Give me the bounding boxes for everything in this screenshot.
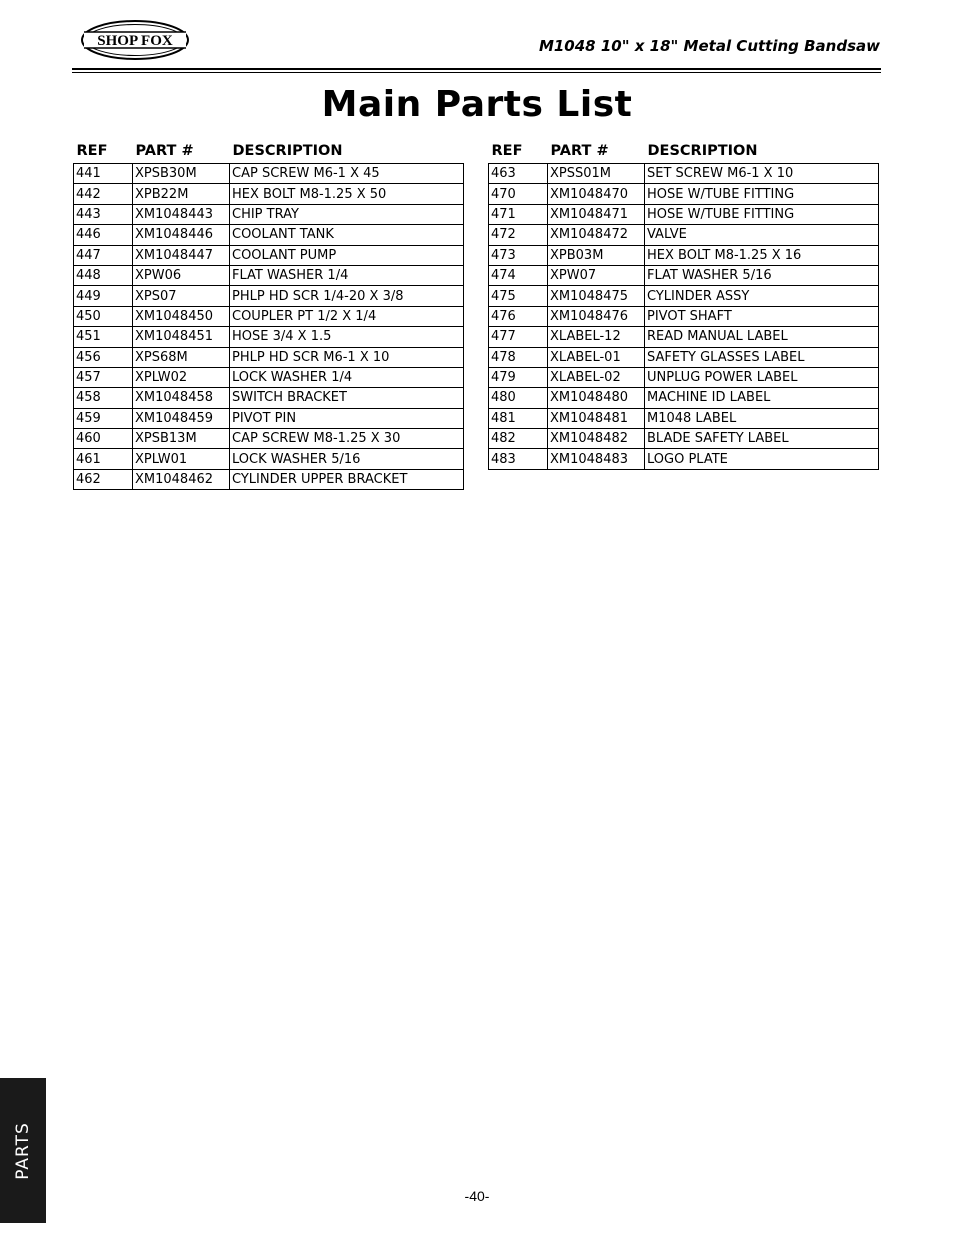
ref-cell: 456	[74, 347, 133, 367]
description-cell: PHLP HD SCR 1/4-20 X 3/8	[230, 286, 464, 306]
ref-cell: 475	[489, 286, 548, 306]
ref-cell: 481	[489, 408, 548, 428]
description-cell: PIVOT SHAFT	[645, 306, 879, 326]
table-row	[74, 245, 464, 265]
table-row	[489, 204, 879, 224]
table-row	[74, 408, 464, 428]
description-cell: UNPLUG POWER LABEL	[645, 367, 879, 387]
table-row	[489, 388, 879, 408]
ref-cell: 480	[489, 388, 548, 408]
description-cell: CYLINDER ASSY	[645, 286, 879, 306]
table-row	[74, 367, 464, 387]
page-title: Main Parts List	[321, 84, 633, 125]
ref-cell: 441	[74, 164, 133, 184]
ref-cell: 446	[74, 225, 133, 245]
ref-cell: 476	[489, 306, 548, 326]
part-number-cell: XPB22M	[133, 184, 230, 204]
table-row	[489, 327, 879, 347]
ref-cell: 458	[74, 388, 133, 408]
ref-cell: 479	[489, 367, 548, 387]
ref-cell: 472	[489, 225, 548, 245]
part-number-cell: XM1048470	[548, 184, 645, 204]
ref-cell: 448	[74, 265, 133, 285]
table-row	[489, 306, 879, 326]
part-number-cell: XM1048475	[548, 286, 645, 306]
table-row	[489, 429, 879, 449]
part-number-cell: XPS68M	[133, 347, 230, 367]
table-row	[74, 184, 464, 204]
description-cell: COOLANT PUMP	[230, 245, 464, 265]
ref-cell: 474	[489, 265, 548, 285]
ref-cell: 459	[74, 408, 133, 428]
part-number-cell: XPW06	[133, 265, 230, 285]
part-number-cell: XM1048462	[133, 469, 230, 489]
description-cell: FLAT WASHER 5/16	[645, 265, 879, 285]
table-row	[74, 225, 464, 245]
part-number-cell: XM1048483	[548, 449, 645, 469]
ref-cell: 443	[74, 204, 133, 224]
part-number-cell: XM1048482	[548, 429, 645, 449]
table-row	[74, 347, 464, 367]
part-number-cell: XPSB13M	[133, 429, 230, 449]
ref-cell: 460	[74, 429, 133, 449]
table-row	[489, 225, 879, 245]
description-cell: LOGO PLATE	[645, 449, 879, 469]
part-column-header: PART #	[550, 143, 609, 159]
ref-cell: 442	[74, 184, 133, 204]
table-row	[74, 449, 464, 469]
ref-column-header: REF	[76, 143, 108, 159]
part-number-cell: XM1048450	[133, 306, 230, 326]
document-title: M1048 10" x 18" Metal Cutting Bandsaw	[538, 37, 880, 55]
logo-text: SHOP FOX	[97, 33, 173, 49]
description-cell: CAP SCREW M6-1 X 45	[230, 164, 464, 184]
description-cell: CHIP TRAY	[230, 204, 464, 224]
ref-cell: 449	[74, 286, 133, 306]
table-row	[74, 388, 464, 408]
description-cell: VALVE	[645, 225, 879, 245]
header-rule	[72, 68, 881, 70]
page-number: -40-	[464, 1188, 490, 1204]
table-row	[74, 265, 464, 285]
table-row	[489, 245, 879, 265]
ref-cell: 451	[74, 327, 133, 347]
table-row	[74, 327, 464, 347]
part-number-cell: XM1048471	[548, 204, 645, 224]
table-row	[489, 164, 879, 184]
ref-cell: 450	[74, 306, 133, 326]
part-number-cell: XLABEL-02	[548, 367, 645, 387]
description-cell: READ MANUAL LABEL	[645, 327, 879, 347]
header-rule-thin	[72, 72, 881, 73]
description-cell: MACHINE ID LABEL	[645, 388, 879, 408]
part-number-cell: XM1048476	[548, 306, 645, 326]
ref-cell: 457	[74, 367, 133, 387]
description-cell: HOSE W/TUBE FITTING	[645, 184, 879, 204]
ref-cell: 482	[489, 429, 548, 449]
description-cell: PHLP HD SCR M6-1 X 10	[230, 347, 464, 367]
table-row	[74, 469, 464, 489]
description-cell: COOLANT TANK	[230, 225, 464, 245]
part-number-cell: XM1048447	[133, 245, 230, 265]
description-cell: HOSE 3/4 X 1.5	[230, 327, 464, 347]
part-number-cell: XPSS01M	[548, 164, 645, 184]
ref-cell: 447	[74, 245, 133, 265]
description-cell: M1048 LABEL	[645, 408, 879, 428]
table-header-row	[489, 141, 879, 164]
description-cell: SET SCREW M6-1 X 10	[645, 164, 879, 184]
ref-cell: 461	[74, 449, 133, 469]
part-number-cell: XLABEL-01	[548, 347, 645, 367]
table-row	[489, 367, 879, 387]
part-number-cell: XM1048443	[133, 204, 230, 224]
table-row	[74, 164, 464, 184]
table-row	[489, 449, 879, 469]
table-row	[489, 408, 879, 428]
description-cell: CAP SCREW M8-1.25 X 30	[230, 429, 464, 449]
table-row	[489, 347, 879, 367]
ref-cell: 471	[489, 204, 548, 224]
part-number-cell: XM1048480	[548, 388, 645, 408]
part-number-cell: XPLW02	[133, 367, 230, 387]
description-column-header: DESCRIPTION	[232, 143, 343, 159]
part-number-cell: XPB03M	[548, 245, 645, 265]
table-row	[489, 184, 879, 204]
shop-fox-logo	[80, 19, 190, 61]
description-cell: CYLINDER UPPER BRACKET	[230, 469, 464, 489]
description-cell: HEX BOLT M8-1.25 X 16	[645, 245, 879, 265]
description-cell: COUPLER PT 1/2 X 1/4	[230, 306, 464, 326]
description-cell: HEX BOLT M8-1.25 X 50	[230, 184, 464, 204]
description-cell: SAFETY GLASSES LABEL	[645, 347, 879, 367]
part-column-header: PART #	[135, 143, 194, 159]
description-cell: FLAT WASHER 1/4	[230, 265, 464, 285]
ref-column-header: REF	[491, 143, 523, 159]
part-number-cell: XPLW01	[133, 449, 230, 469]
section-tab-label: PARTS	[13, 1121, 33, 1180]
table-row	[489, 265, 879, 285]
ref-cell: 473	[489, 245, 548, 265]
table-row	[74, 204, 464, 224]
part-number-cell: XM1048459	[133, 408, 230, 428]
ref-cell: 478	[489, 347, 548, 367]
ref-cell: 477	[489, 327, 548, 347]
part-number-cell: XPS07	[133, 286, 230, 306]
table-row	[74, 429, 464, 449]
description-column-header: DESCRIPTION	[647, 143, 758, 159]
part-number-cell: XM1048451	[133, 327, 230, 347]
description-cell: PIVOT PIN	[230, 408, 464, 428]
part-number-cell: XM1048481	[548, 408, 645, 428]
ref-cell: 470	[489, 184, 548, 204]
description-cell: SWITCH BRACKET	[230, 388, 464, 408]
table-row	[74, 306, 464, 326]
part-number-cell: XM1048446	[133, 225, 230, 245]
table-row	[74, 286, 464, 306]
description-cell: BLADE SAFETY LABEL	[645, 429, 879, 449]
description-cell: HOSE W/TUBE FITTING	[645, 204, 879, 224]
description-cell: LOCK WASHER 1/4	[230, 367, 464, 387]
parts-table-left	[73, 141, 464, 490]
description-cell: LOCK WASHER 5/16	[230, 449, 464, 469]
part-number-cell: XM1048458	[133, 388, 230, 408]
ref-cell: 462	[74, 469, 133, 489]
part-number-cell: XPSB30M	[133, 164, 230, 184]
part-number-cell: XLABEL-12	[548, 327, 645, 347]
table-header-row	[74, 141, 464, 164]
ref-cell: 463	[489, 164, 548, 184]
table-row	[489, 286, 879, 306]
part-number-cell: XM1048472	[548, 225, 645, 245]
ref-cell: 483	[489, 449, 548, 469]
part-number-cell: XPW07	[548, 265, 645, 285]
parts-table-right	[488, 141, 879, 470]
